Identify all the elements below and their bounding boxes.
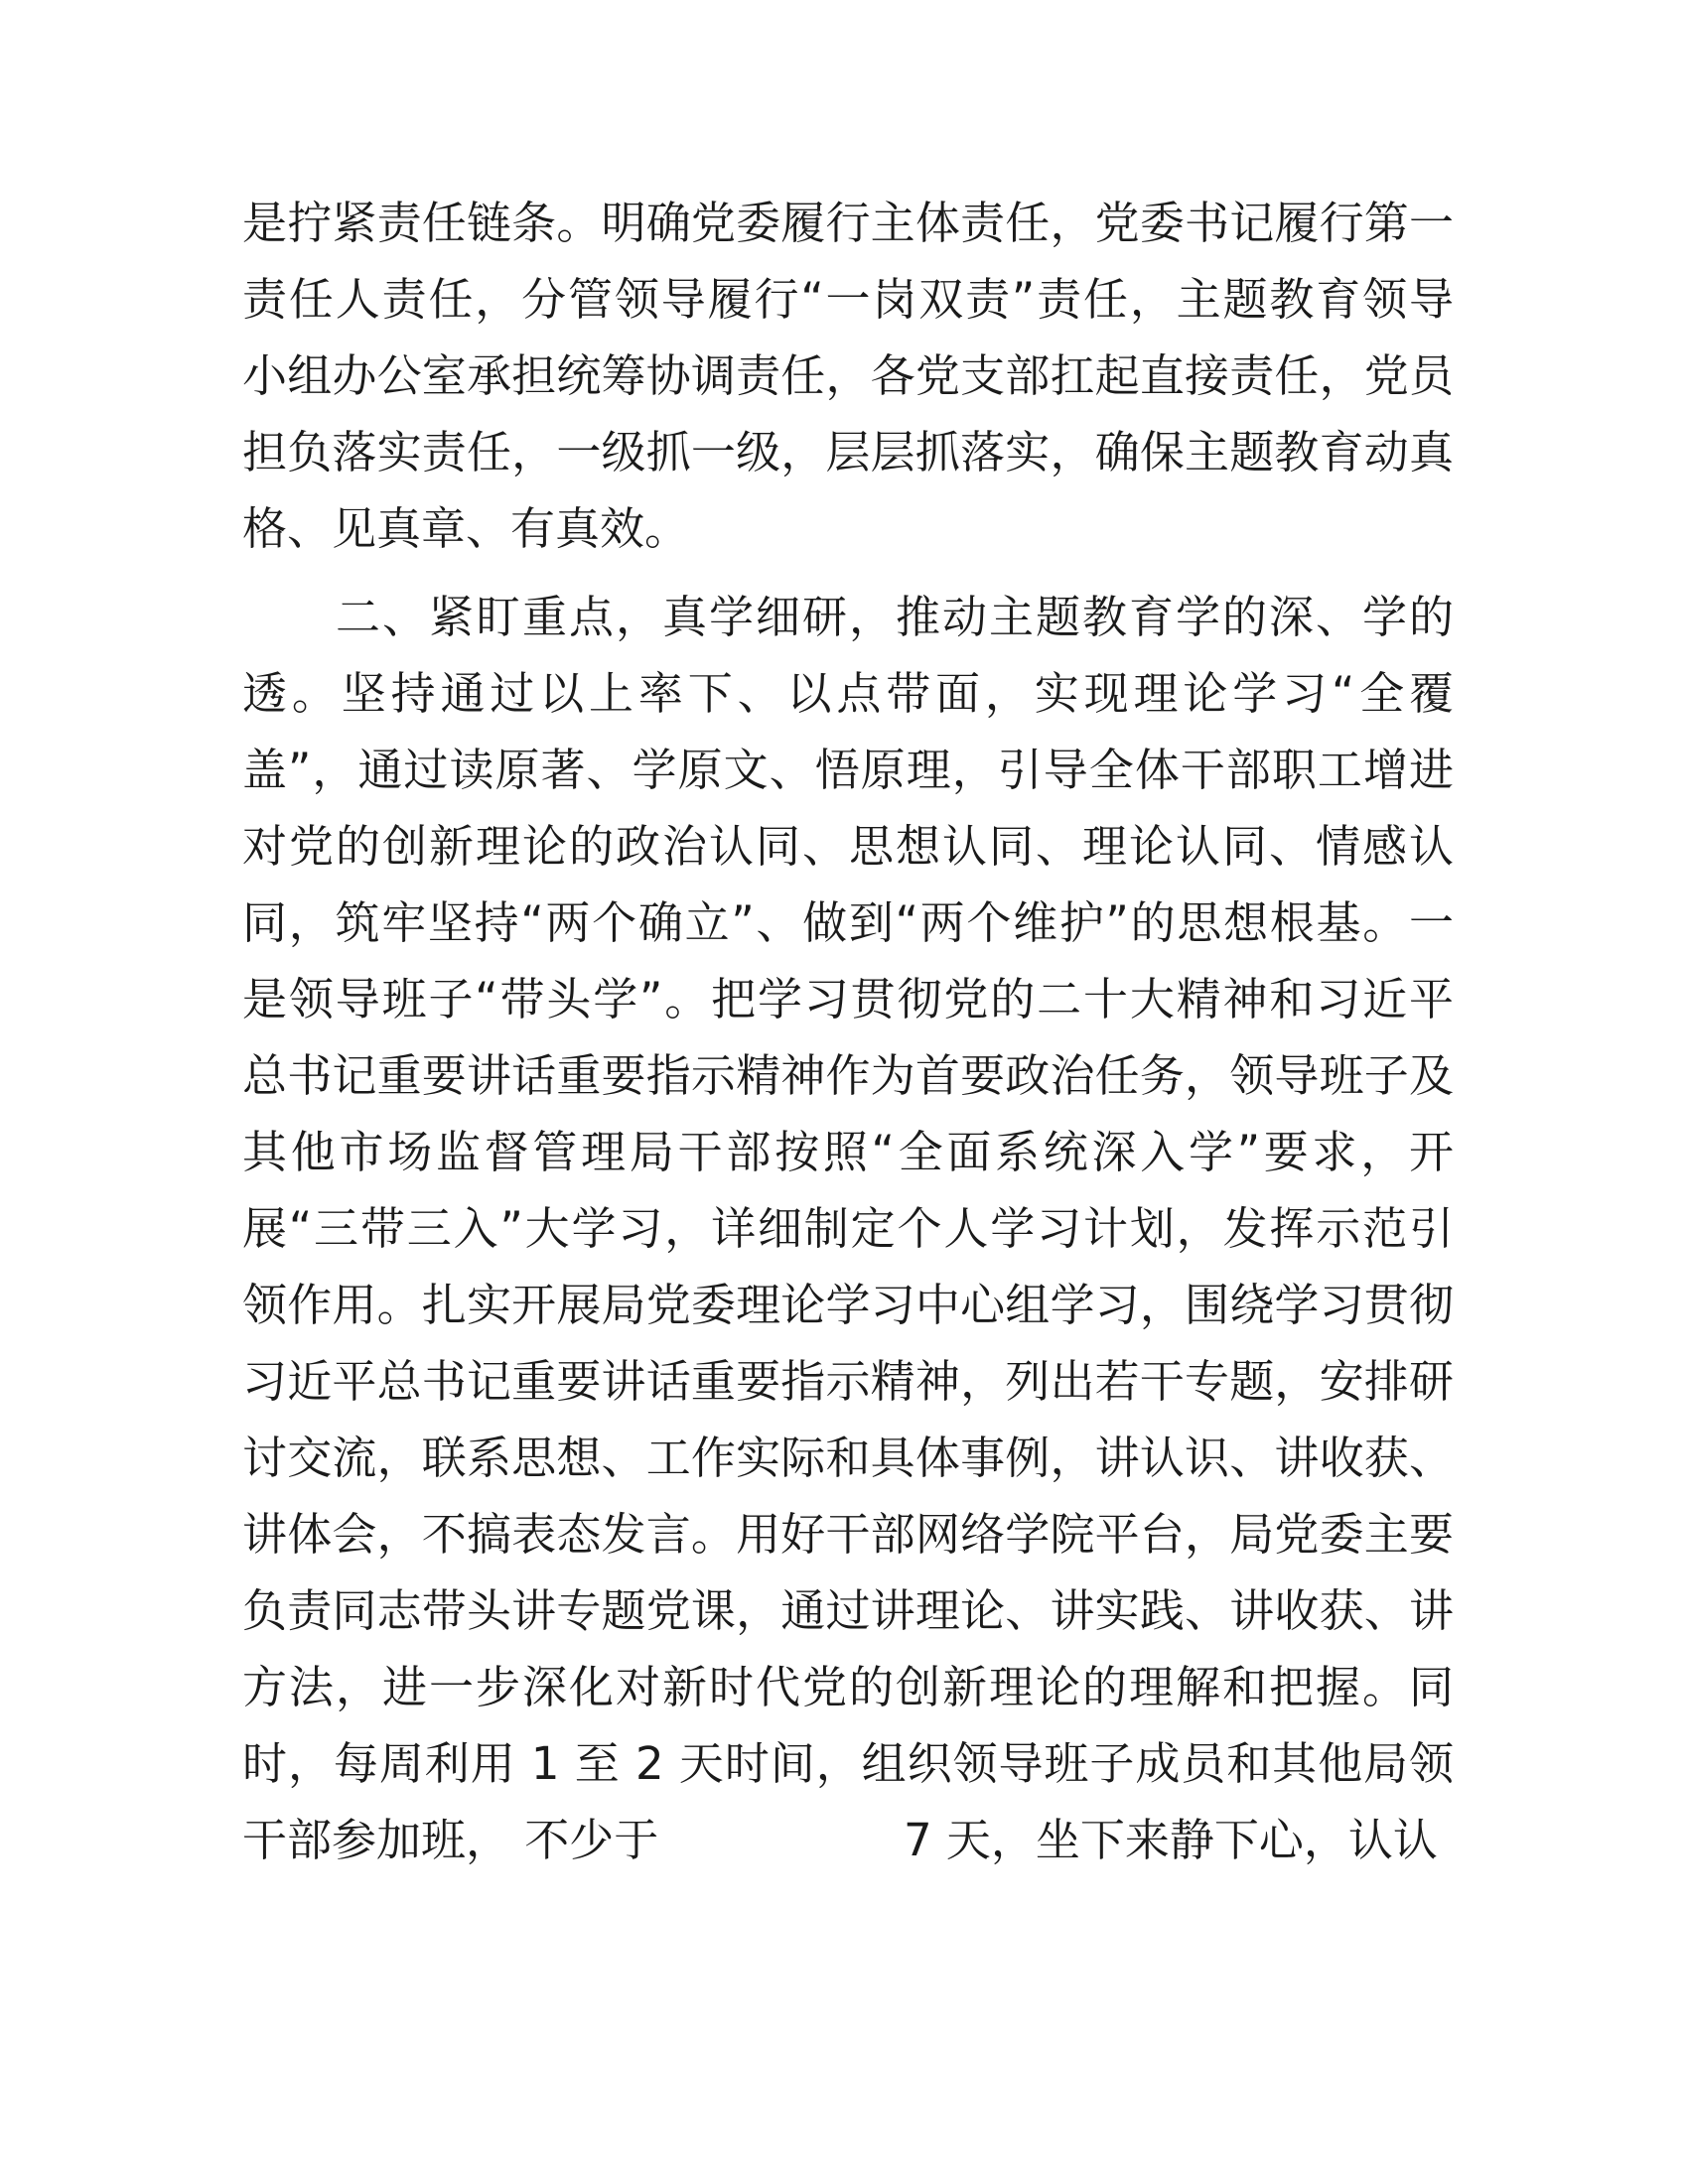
text-line: 盖”，通过读原著、学原文、悟原理，引导全体干部职工增进 <box>242 744 1454 796</box>
text-line: 讨交流，联系思想、工作实际和具体事例，讲认识、讲收获、 <box>242 1432 1454 1484</box>
text-line: 是拧紧责任链条。明确党委履行主体责任，党委书记履行第一 <box>242 197 1454 249</box>
text-line-right: 7 天，坐下来静下心，认认 <box>904 1814 1438 1866</box>
body-text <box>242 185 1454 1878</box>
text-line: 方法，进一步深化对新时代党的创新理论的理解和把握。同 <box>242 1661 1454 1713</box>
text-line: 格、见真章、有真效。 <box>242 502 690 555</box>
text-line: 同，筑牢坚持“两个确立”、做到“两个维护”的思想根基。一 <box>242 896 1454 949</box>
paragraph-gap <box>242 567 1454 579</box>
text-line: 担负落实责任，一级抓一级，层层抓落实，确保主题教育动真 <box>242 426 1454 478</box>
text-line: 对党的创新理论的政治认同、思想认同、理论认同、情感认 <box>242 820 1454 873</box>
text-line: 是领导班子“带头学”。把学习贯彻党的二十大精神和习近平 <box>242 973 1454 1025</box>
text-line: 透。坚持通过以上率下、以点带面，实现理论学习“全覆 <box>242 667 1454 720</box>
text-line: 小组办公室承担统筹协调责任，各党支部扛起直接责任，党员 <box>242 349 1454 402</box>
text-line: 责任人责任，分管领导履行“一岗双责”责任，主题教育领导 <box>242 273 1454 326</box>
text-line: 讲体会，不搞表态发言。用好干部网络学院平台，局党委主要 <box>242 1508 1454 1561</box>
paragraph-2 <box>242 579 1454 1878</box>
text-line: 其他市场监督管理局干部按照“全面系统深入学”要求，开 <box>242 1126 1454 1178</box>
text-line: 习近平总书记重要讲话重要指示精神，列出若干专题，安排研 <box>242 1355 1454 1408</box>
text-line-left: 干部参加班， 不少于 <box>242 1814 659 1866</box>
text-line: 领作用。扎实开展局党委理论学习中心组学习，围绕学习贯彻 <box>242 1279 1454 1331</box>
text-line: 时，每周利用 1 至 2 天时间，组织领导班子成员和其他局领 <box>242 1737 1454 1790</box>
text-line: 负责同志带头讲专题党课，通过讲理论、讲实践、讲收获、讲 <box>242 1584 1454 1637</box>
text-line: 总书记重要讲话重要指示精神作为首要政治任务，领导班子及 <box>242 1049 1454 1102</box>
text-line: 展“三带三入”大学习，详细制定个人学习计划，发挥示范引 <box>242 1202 1454 1255</box>
text-line-with-gap <box>242 1802 1454 1878</box>
text-line: 二、紧盯重点，真学细研，推动主题教育学的深、学的 <box>242 591 1454 643</box>
paragraph-1 <box>242 185 1454 567</box>
